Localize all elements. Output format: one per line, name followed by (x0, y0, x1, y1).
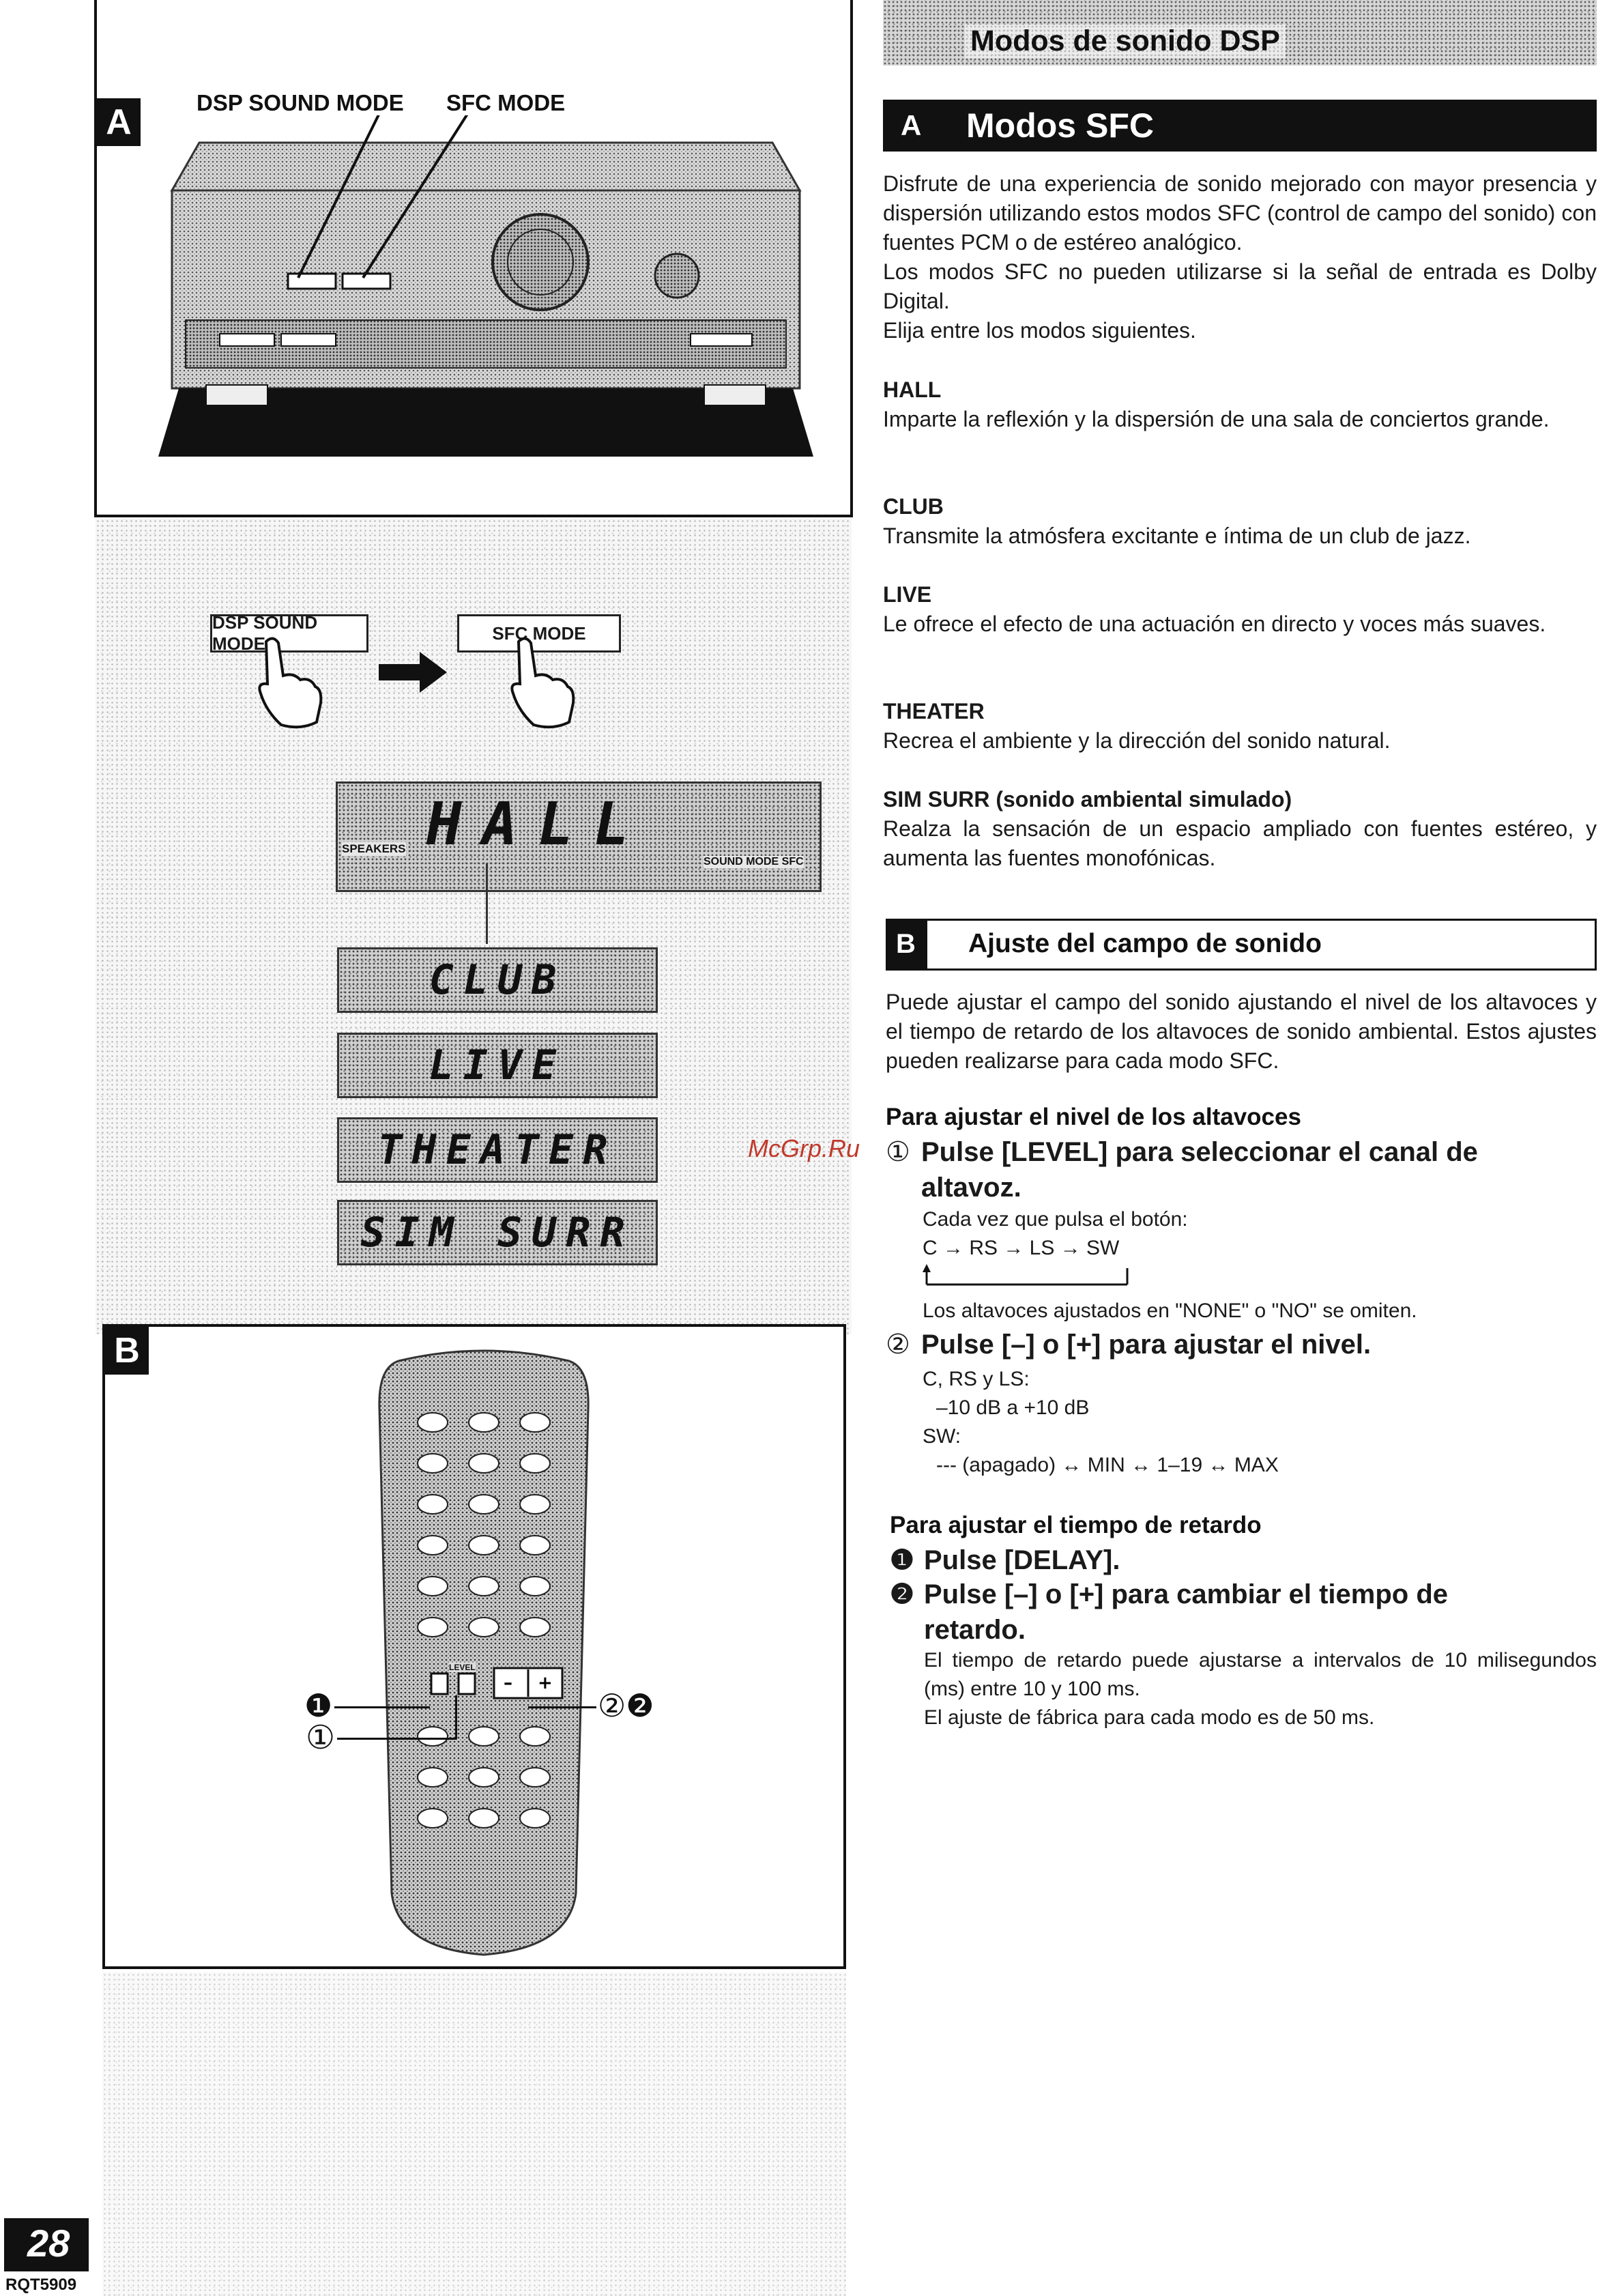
dsp-sound-mode-button[interactable]: DSP SOUND MODE (210, 614, 368, 652)
sfc-mode-label: SFC MODE (446, 90, 566, 115)
section-b-title: Ajuste del campo de sonido (968, 929, 1322, 958)
level-range-1: –10 dB a +10 dB (936, 1396, 1090, 1419)
section-a-letter: A (901, 109, 922, 141)
document-code: RQT5909 (5, 2276, 77, 2294)
level-range-2: --- (apagado) ↔ MIN ↔ 1–19 ↔ MAX (936, 1454, 1279, 1476)
svg-text:+: + (538, 1673, 553, 1693)
display-hall: HALL (426, 790, 650, 859)
receiver-illustration (158, 115, 813, 457)
mode-club-desc: Transmite la atmósfera excitante e íntima de un club de jazz. (883, 523, 1471, 548)
display-sound-mode-label: SOUND MODE SFC (704, 856, 804, 867)
mode-club-title: CLUB (883, 494, 944, 519)
level-step-1: Pulse [LEVEL] para seleccionar el canal de altavoz. (921, 1137, 1478, 1203)
sequence-return-arrow-icon (923, 1264, 1141, 1289)
level-step-2: Pulse [–] o [+] para ajustar el nivel. (921, 1330, 1372, 1360)
hand-pointer-icon (498, 635, 580, 730)
remote-control-illustration (371, 1347, 596, 1962)
delay-heading: Para ajustar el tiempo de retardo (890, 1512, 1262, 1538)
callout-level-line (337, 1738, 456, 1740)
delay-step-1: Pulse [DELAY]. (924, 1545, 1120, 1575)
delay-step-2: Pulse [–] o [+] para cambiar el tiempo de retardo. (924, 1579, 1449, 1645)
panel-a (94, 0, 853, 517)
panel-b-letter: B (105, 1327, 149, 1375)
section-a-title: Modos SFC (966, 106, 1154, 145)
svg-text:–: – (504, 1673, 512, 1693)
remote-level-label: LEVEL (449, 1663, 476, 1672)
display-speakers-label: SPEAKERS (342, 842, 406, 855)
panel-a-letter: A (97, 98, 141, 146)
section-b-header (886, 919, 1597, 971)
callout-delay-line (334, 1706, 430, 1708)
mode-live-title: LIVE (883, 582, 932, 607)
hand-pointer-icon (246, 635, 328, 730)
callout-adjust: ②❷ (598, 1688, 654, 1723)
delay-step-2-number: ❷ (890, 1579, 914, 1609)
delay-note-1: El tiempo de retardo puede ajustarse a intervalos de 10 milisegundos (ms) entre 10 y 100 ms. (924, 1649, 1597, 1700)
delay-note-2: El ajuste de fábrica para cada modo es de 50 ms. (924, 1706, 1375, 1729)
mode-hall-title: HALL (883, 377, 942, 402)
callout-level-line-vertical (455, 1695, 457, 1739)
display-connector-line (486, 863, 488, 944)
section-a-intro-2: Los modos SFC no pueden utilizarse si la señal de entrada es Dolby Digital. (883, 259, 1597, 313)
panel-b (102, 1324, 846, 1969)
section-a-header (883, 100, 1597, 152)
section-a-intro-1: Disfrute de una experiencia de sonido mejorado con mayor presencia y dispersión utilizando estos modos SFC (control de campo del sonido) con fuentes PCM o de estéreo analógico. (883, 171, 1597, 255)
section-b-letter: B (896, 929, 916, 959)
level-step-2-number: ② (886, 1330, 910, 1360)
sfc-mode-button[interactable]: SFC MODE (457, 614, 621, 652)
delay-step-1-number: ❶ (890, 1545, 914, 1575)
display-theater: THEATER (337, 1117, 658, 1183)
main-display (336, 781, 822, 892)
level-step-1-note: Cada vez que pulsa el botón: (923, 1208, 1188, 1231)
display-sim-surr: SIM SURR (337, 1200, 658, 1265)
mode-theater-desc: Recrea el ambiente y la dirección del sonido natural. (883, 728, 1391, 753)
level-omit-note: Los altavoces ajustados en "NONE" o "NO" se omiten. (923, 1300, 1417, 1322)
mode-hall-desc: Imparte la reflexión y la dispersión de una sala de conciertos grande. (883, 407, 1550, 431)
dsp-sound-mode-label: DSP SOUND MODE (197, 90, 404, 115)
level-heading: Para ajustar el nivel de los altavoces (886, 1104, 1301, 1130)
watermark: McGrp.Ru (748, 1134, 860, 1162)
section-b-intro: Puede ajustar el campo del sonido ajustando el nivel de los altavoces y el tiempo de retardo de los altavoces de sonido ambiental. Estos ajustes pueden realizarse para cada modo SFC. (886, 990, 1597, 1073)
arrow-right-icon (379, 652, 447, 693)
callout-level: ① (306, 1720, 336, 1756)
level-range-label-1: C, RS y LS: (923, 1368, 1030, 1390)
left-bottom-shaded-area (102, 1972, 846, 2296)
display-live: LIVE (337, 1033, 658, 1098)
mode-sim-surr-desc: Realza la sensación de un espacio ampliado con fuentes estéreo, y aumenta las fuentes monofónicas. (883, 816, 1597, 870)
page-title: Modos de sonido DSP (965, 25, 1286, 58)
level-range-label-2: SW: (923, 1425, 961, 1448)
page-number: 28 (27, 2222, 70, 2265)
mode-sim-surr-title: SIM SURR (sonido ambiental simulado) (883, 787, 1292, 812)
callout-adjust-line (528, 1706, 596, 1708)
level-step-1-number: ① (886, 1137, 910, 1167)
section-a-intro-3: Elija entre los modos siguientes. (883, 318, 1196, 343)
display-club: CLUB (337, 947, 658, 1013)
mode-live-desc: Le ofrece el efecto de una actuación en directo y voces más suaves. (883, 612, 1546, 636)
mode-theater-title: THEATER (883, 699, 985, 723)
level-sequence: C → RS → LS → SW (923, 1237, 1120, 1259)
callout-delay: ❶ (304, 1688, 333, 1723)
